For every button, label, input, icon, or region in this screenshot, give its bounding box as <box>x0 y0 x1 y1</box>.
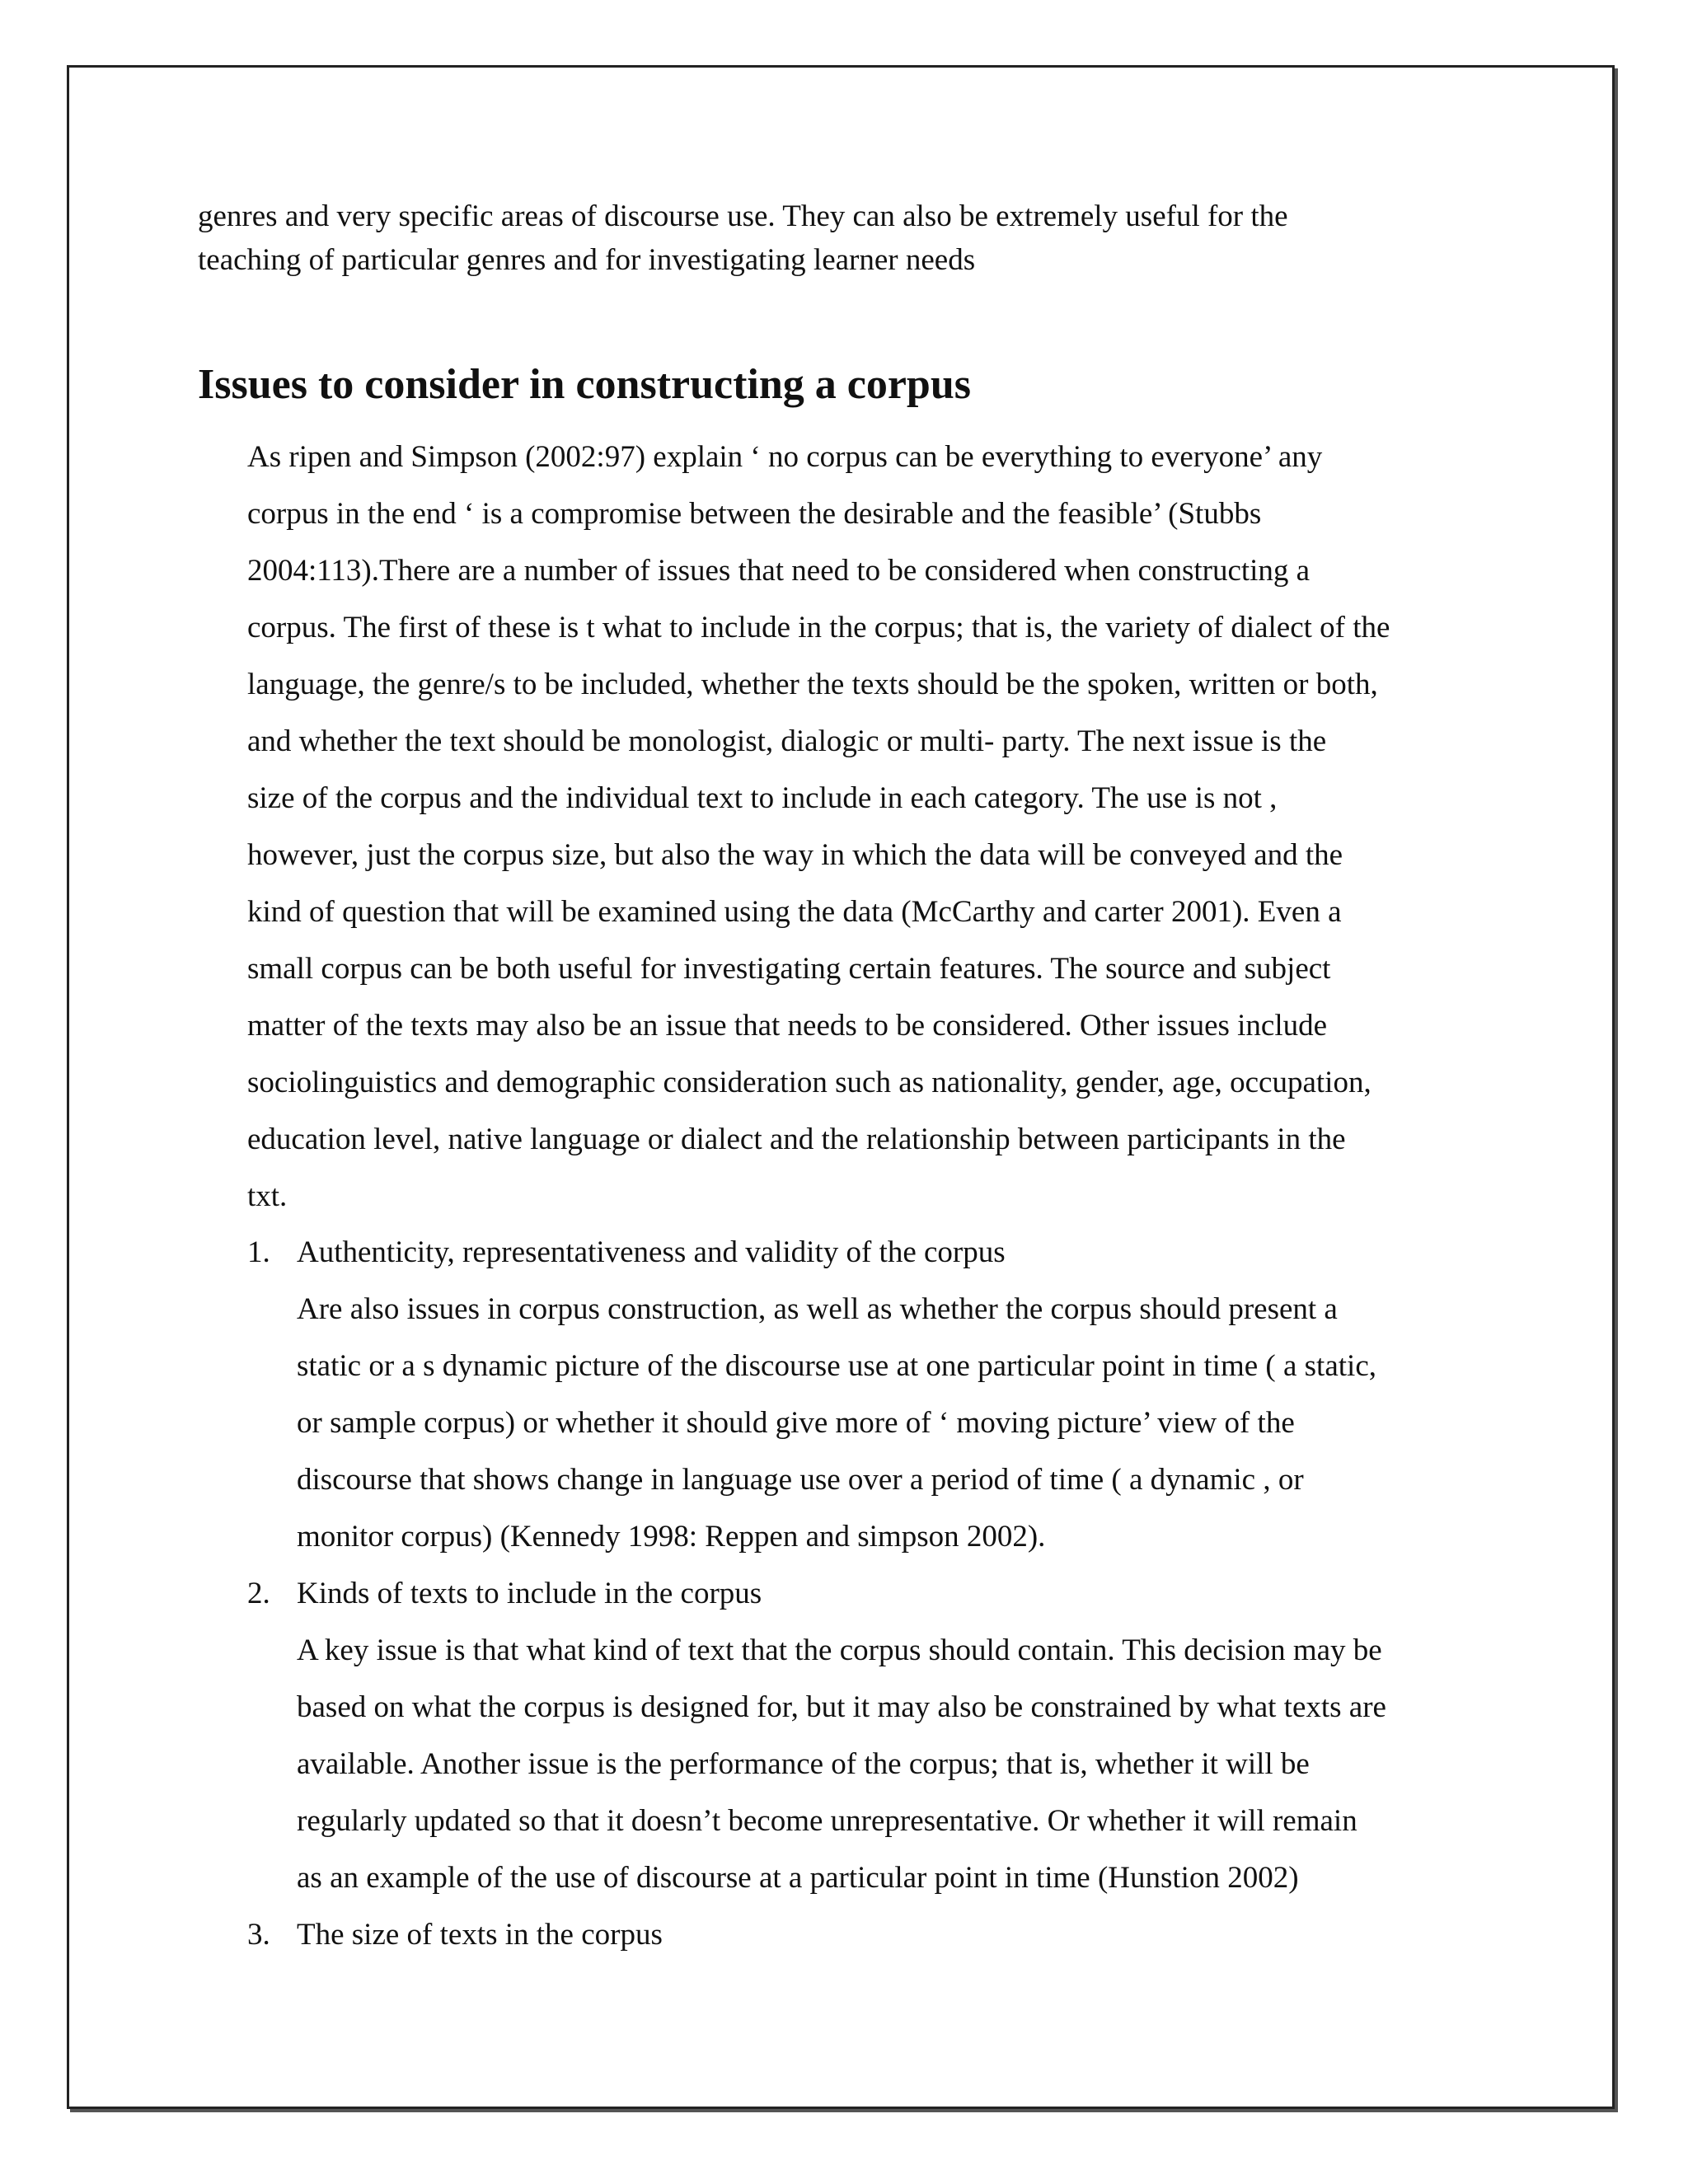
list-item-title: Kinds of texts to include in the corpus <box>297 1577 762 1610</box>
paragraph-line: 2004:113).There are a number of issues that need to be considered when constructing a <box>247 554 1311 588</box>
paragraph-line: language, the genre/s to be included, whether the texts should be the spoken, written or both, <box>247 668 1378 701</box>
list-item-line: based on what the corpus is designed for, but it may also be constrained by what texts are <box>297 1690 1386 1724</box>
list-item-line: as an example of the use of discourse at a particular point in time (Hunstion 2002) <box>297 1861 1299 1895</box>
paragraph-line: As ripen and Simpson (2002:97) explain ‘ no corpus can be everything to everyone’ any <box>247 440 1323 474</box>
list-item <box>247 1906 1533 1963</box>
paragraph-line: sociolinguistics and demographic consideration such as nationality, gender, age, occupation, <box>247 1066 1372 1099</box>
intro-line: genres and very specific areas of discourse use. They can also be extremely useful for the <box>198 199 1288 233</box>
paragraph-line: txt. <box>247 1179 288 1213</box>
list-item-line: A key issue is that what kind of text that the corpus should contain. This decision may be <box>297 1633 1382 1667</box>
list-item-number: 1. <box>247 1235 270 1269</box>
list-item-number: 2. <box>247 1577 270 1610</box>
list-item-number: 3. <box>247 1918 270 1952</box>
paragraph-line: small corpus can be both useful for investigating certain features. The source and subject <box>247 952 1331 986</box>
list-item-line: static or a s dynamic picture of the discourse use at one particular point in time ( a static, <box>297 1349 1376 1383</box>
list-item-title: Authenticity, representativeness and validity of the corpus <box>297 1235 1006 1269</box>
list-item-line: available. Another issue is the performance of the corpus; that is, whether it will be <box>297 1747 1310 1781</box>
paragraph-line: education level, native language or dialect and the relationship between participants in the <box>247 1122 1346 1156</box>
section-heading: Issues to consider in constructing a corpus <box>198 361 972 408</box>
paragraph-line: corpus. The first of these is t what to include in the corpus; that is, the variety of dialect of the <box>247 611 1390 644</box>
list-item-line: Are also issues in corpus construction, as well as whether the corpus should present a <box>297 1292 1338 1326</box>
paragraph-line: kind of question that will be examined using the data (McCarthy and carter 2001). Even a <box>247 895 1342 929</box>
list-item-line: discourse that shows change in language use over a period of time ( a dynamic , or <box>297 1463 1304 1497</box>
list-item <box>247 1224 1533 1565</box>
list-item-title: The size of texts in the corpus <box>297 1918 663 1952</box>
paragraph-line: and whether the text should be monologist, dialogic or multi- party. The next issue is the <box>247 724 1327 758</box>
paragraph-line: size of the corpus and the individual text to include in each category. The use is not , <box>247 781 1278 815</box>
paragraph-line: however, just the corpus size, but also the way in which the data will be conveyed and the <box>247 838 1343 872</box>
intro-line: teaching of particular genres and for investigating learner needs <box>198 243 976 277</box>
list-item <box>247 1565 1533 1906</box>
issues-list <box>247 1224 1533 1963</box>
paragraph-line: matter of the texts may also be an issue that needs to be considered. Other issues include <box>247 1009 1328 1043</box>
paragraph-line: corpus in the end ‘ is a compromise between the desirable and the feasible’ (Stubbs <box>247 497 1262 531</box>
intro-paragraph <box>198 194 1517 282</box>
list-item-line: or sample corpus) or whether it should give more of ‘ moving picture’ view of the <box>297 1406 1295 1440</box>
list-item-line: regularly updated so that it doesn’t become unrepresentative. Or whether it will remain <box>297 1804 1357 1838</box>
list-item-line: monitor corpus) (Kennedy 1998: Reppen and simpson 2002). <box>297 1520 1046 1554</box>
body-paragraph <box>247 429 1533 1225</box>
